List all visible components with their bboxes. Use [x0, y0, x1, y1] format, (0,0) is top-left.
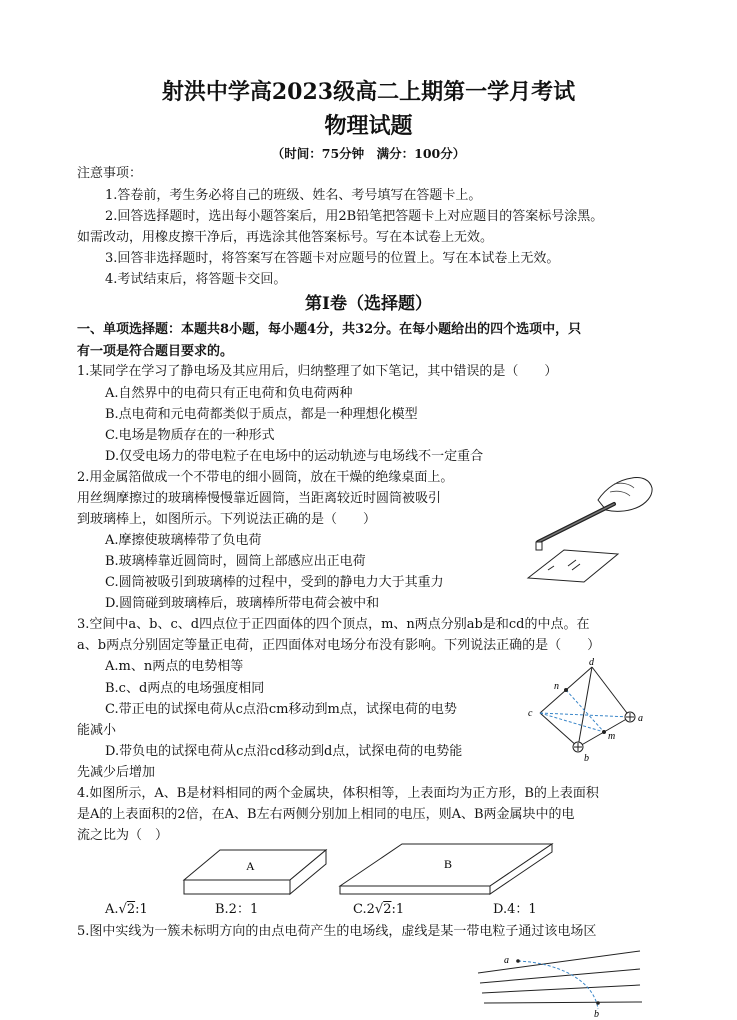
label-c: c: [528, 708, 533, 719]
q3-option-d: D.带负电的试探电荷从c点沿cd移动到d点，试探电荷的电势能: [105, 744, 463, 759]
notice-item: 1.答卷前，考生务必将自己的班级、姓名、考号填写在答题卡上。: [105, 188, 482, 203]
q3-stem: 3.空间中a、b、c、d四点位于正四面体的四个顶点，m、n两点分别ab是和cd的中点。在: [77, 617, 590, 632]
notice-item: 4.考试结束后，将答题卡交回。: [105, 272, 287, 287]
block-b-label: B: [444, 857, 453, 871]
q3-tetrahedron-figure: [520, 655, 660, 765]
label-m: m: [608, 731, 616, 742]
label-b: b: [584, 753, 589, 764]
q2-stem: 2.用金属箔做成一个不带电的细小圆筒，放在干燥的绝缘桌面上。: [77, 470, 454, 485]
q4-stem: 4.如图所示，A、B是材料相同的两个金属块，体积相等，上表面均为正方形，B的上表面积: [77, 786, 599, 801]
section-instruction: 有一项是符合题目要求的。: [77, 344, 234, 359]
q5-field-lines-figure: [470, 945, 650, 1020]
label-n: n: [554, 681, 559, 692]
q1-option-c: C.电场是物质存在的一种形式: [105, 428, 275, 443]
q2-option-b: B.玻璃棒靠近圆筒时，圆筒上部感应出正电荷: [105, 554, 366, 569]
q4-option-a: A.√2:1: [105, 902, 148, 917]
q4-blocks-figure: [180, 840, 560, 902]
label-a: a: [504, 955, 509, 966]
notice-heading: 注意事项：: [77, 166, 143, 181]
block-a-label: A: [246, 859, 255, 873]
q3-option-c: C.带正电的试探电荷从c点沿cm移动到m点，试探电荷的电势: [105, 702, 457, 717]
q1-option-b: B.点电荷和元电荷都类似于质点，都是一种理想化模型: [105, 407, 418, 422]
q1-stem: 1.某同学在学习了静电场及其应用后，归纳整理了如下笔记，其中错误的是（ ）: [77, 364, 558, 379]
q2-stem: 到玻璃棒上，如图所示。下列说法正确的是（ ）: [77, 512, 377, 527]
subject-title: 物理试题: [324, 113, 413, 139]
notice-item: 如需改动，用橡皮擦干净后，再选涂其他答案标号。写在本试卷上无效。: [77, 230, 494, 245]
label-a: a: [638, 713, 643, 724]
q3-option-d: 先减少后增加: [77, 765, 156, 780]
q4-stem: 是A的上表面积的2倍，在A、B左右两侧分别加上相同的电压，则A、B两金属块中的电: [77, 807, 575, 822]
q3-option-a: A.m、n两点的电势相等: [105, 659, 244, 674]
q2-option-c: C.圆筒被吸引到玻璃棒的过程中，受到的静电力大于其重力: [105, 575, 444, 590]
q2-option-d: D.圆筒碰到玻璃棒后，玻璃棒所带电荷会被中和: [105, 596, 380, 611]
q4-stem: 流之比为（ ）: [77, 828, 169, 843]
insulating-table: [528, 550, 618, 582]
exam-title: 射洪中学高2023级高二上期第一学月考试: [161, 79, 576, 105]
q2-stem: 用丝绸摩擦过的玻璃棒慢慢靠近圆筒，当距离较近时圆筒被吸引: [77, 491, 442, 506]
q3-option-c: 能减小: [77, 723, 117, 738]
label-b: b: [594, 1009, 599, 1020]
section-instruction: 一、单项选择题：本题共8小题，每小题4分，共32分。在每小题给出的四个选项中，只: [77, 322, 582, 337]
q4-option-c: C.2√2:1: [353, 902, 405, 917]
notice-item: 3.回答非选择题时，将答案写在答题卡对应题号的位置上。写在本试卷上无效。: [105, 251, 560, 266]
time-note: （时间：75分钟 满分：100分）: [271, 146, 466, 161]
q5-stem: 5.图中实线为一簇未标明方向的由点电荷产生的电场线，虚线是某一带电粒子通过该电场区: [77, 924, 597, 939]
q2-option-a: A.摩擦使玻璃棒带了负电荷: [105, 533, 262, 548]
q4-option-b: B.2：1: [215, 902, 259, 917]
q1-option-d: D.仅受电场力的带电粒子在电场中的运动轨迹与电场线不一定重合: [105, 449, 484, 464]
q1-option-a: A.自然界中的电荷只有正电荷和负电荷两种: [105, 386, 353, 401]
q3-option-b: B.c、d两点的电场强度相同: [105, 681, 265, 696]
q2-figure: [510, 470, 660, 590]
label-d: d: [589, 657, 594, 668]
q3-stem: a、b两点分别固定等量正电荷，正四面体对电场分布没有影响。下列说法正确的是（ ）: [77, 638, 601, 653]
section-title: 第Ⅰ卷（选择题）: [305, 294, 432, 314]
metal-cylinder: [536, 542, 542, 550]
notice-item: 2.回答选择题时，选出每小题答案后，用2B铅笔把答题卡上对应题目的答案标号涂黑。: [105, 209, 604, 224]
q4-option-d: D.4：1: [493, 902, 537, 917]
